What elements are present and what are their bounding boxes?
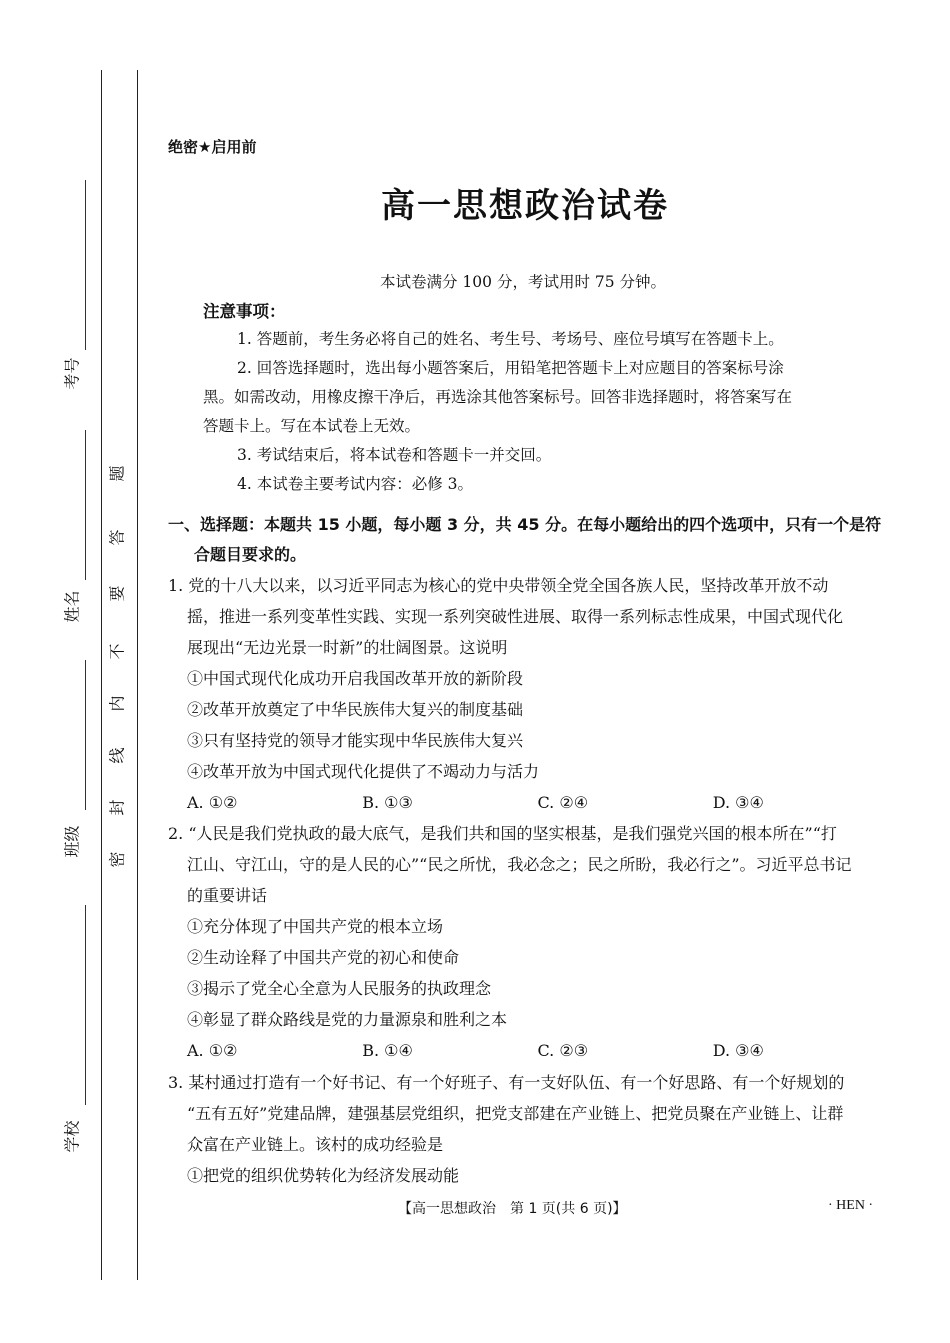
- question-item: ③揭示了党全心全意为人民服务的执政理念: [187, 979, 492, 998]
- question-stem-line: “五有五好”党建品牌，建强基层党组织，把党支部建在产业链上、把党员聚在产业链上、让群: [187, 1104, 844, 1123]
- question-item: ④改革开放为中国式现代化提供了不竭动力与活力: [187, 762, 540, 781]
- question-stem-line: 1. 党的十八大以来，以习近平同志为核心的党中央带领全党全国各族人民，坚持改革开放不动: [168, 576, 829, 595]
- note-item: 1. 答题前，考生务必将自己的姓名、考生号、考场号、座位号填写在答题卡上。: [237, 330, 784, 348]
- question-stem-line: 江山、守江山，守的是人民的心”“民之所忧，我必念之；民之所盼，我必行之”。习近平总书记: [187, 855, 852, 874]
- option-b[interactable]: B. ①③: [362, 793, 413, 812]
- question-item: ③只有坚持党的领导才能实现中华民族伟大复兴: [187, 731, 524, 750]
- note-item: 3. 考试结束后，将本试卷和答题卡一并交回。: [237, 446, 552, 464]
- section-heading: [168, 510, 888, 570]
- class-blank[interactable]: [85, 660, 86, 810]
- question-1: [168, 570, 888, 818]
- seal-char: 题: [107, 465, 127, 482]
- note-item: 4. 本试卷主要考试内容：必修 3。: [237, 475, 474, 493]
- secret-mark: 绝密★启用前: [168, 138, 257, 156]
- question-item: ②生动诠释了中国共产党的初心和使命: [187, 948, 460, 967]
- page-title: 高一思想政治试卷: [381, 186, 669, 226]
- answer-options: [168, 1035, 888, 1066]
- option-d[interactable]: D. ③④: [712, 1041, 764, 1060]
- option-a[interactable]: A. ①②: [187, 793, 238, 812]
- seal-char: 密: [107, 851, 127, 868]
- answer-options: [168, 787, 888, 818]
- seal-char: 封: [107, 799, 127, 816]
- binding-line-outer: [101, 70, 102, 1280]
- question-stem-line: 的重要讲话: [187, 886, 268, 905]
- seal-char: 不: [107, 643, 127, 660]
- question-item: ④彰显了群众路线是党的力量源泉和胜利之本: [187, 1010, 508, 1029]
- question-stem-line: 2. “人民是我们党执政的最大底气，是我们共和国的坚实根基，是我们强党兴国的根本所在”“打: [168, 824, 837, 843]
- question-stem-line: 3. 某村通过打造有一个好书记、有一个好班子、有一支好队伍、有一个好思路、有一个好规划的: [168, 1073, 845, 1092]
- name-label: 姓名: [62, 590, 82, 623]
- notes-heading: 注意事项：: [203, 302, 286, 321]
- school-blank[interactable]: [85, 905, 86, 1105]
- name-blank[interactable]: [85, 430, 86, 580]
- section-line: 合题目要求的。: [194, 545, 307, 564]
- question-stem-line: 众富在产业链上。该村的成功经验是: [187, 1135, 444, 1154]
- question-stem-line: 展现出“无边光景一时新”的壮阔图景。这说明: [187, 638, 508, 657]
- question-stem-line: 摇，推进一系列变革性实践、实现一系列突破性进展、取得一系列标志性成果，中国式现代化: [187, 607, 844, 626]
- question-item: ①中国式现代化成功开启我国改革开放的新阶段: [187, 669, 524, 688]
- exam-number-label: 考号: [62, 357, 82, 390]
- seal-char: 要: [107, 585, 127, 602]
- section-line: 一、选择题：本题共 15 小题，每小题 3 分，共 45 分。在每小题给出的四个选项中，只有一个是符: [168, 515, 882, 534]
- option-a[interactable]: A. ①②: [187, 1041, 238, 1060]
- option-b[interactable]: B. ①④: [362, 1041, 413, 1060]
- class-label: 班级: [62, 825, 82, 858]
- question-item: ①充分体现了中国共产党的根本立场: [187, 917, 444, 936]
- question-3: [168, 1067, 888, 1191]
- note-item: 2. 回答选择题时，选出每小题答案后，用铅笔把答题卡上对应题目的答案标号涂: [237, 359, 784, 377]
- seal-char: 答: [107, 529, 127, 546]
- option-c[interactable]: C. ②③: [537, 1041, 589, 1060]
- school-label: 学校: [62, 1120, 82, 1153]
- question-item: ②改革开放奠定了中华民族伟大复兴的制度基础: [187, 700, 524, 719]
- page-footer: 【高一思想政治 第 1 页(共 6 页)】: [398, 1201, 627, 1217]
- question-2: [168, 818, 888, 1066]
- option-c[interactable]: C. ②④: [537, 793, 589, 812]
- paper-code: · HEN ·: [828, 1198, 874, 1213]
- question-item: ①把党的组织优势转化为经济发展动能: [187, 1166, 460, 1185]
- notes-list: [203, 325, 858, 499]
- note-item: 黑。如需改动，用橡皮擦干净后，再选涂其他答案标号。回答非选择题时，将答案写在: [203, 388, 793, 406]
- binding-line-inner: [137, 70, 138, 1280]
- seal-char: 内: [107, 695, 127, 712]
- option-d[interactable]: D. ③④: [712, 793, 764, 812]
- exam-intro: 本试卷满分 100 分，考试用时 75 分钟。: [380, 273, 667, 291]
- seal-char: 线: [107, 747, 127, 764]
- note-item: 答题卡上。写在本试卷上无效。: [203, 417, 421, 435]
